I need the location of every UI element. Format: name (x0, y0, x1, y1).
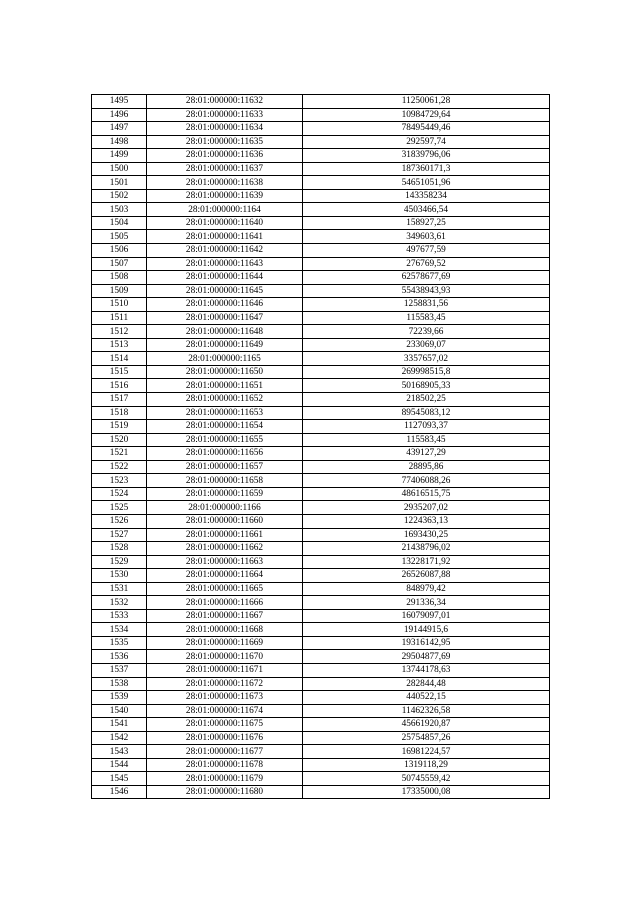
cadastral-value-cell: 17335000,08 (303, 785, 550, 799)
cadastral-number-cell: 28:01:000000:11662 (147, 542, 303, 556)
cadastral-value-cell: 1258831,56 (303, 298, 550, 312)
table-row (92, 528, 550, 542)
row-number-cell: 1545 (92, 772, 147, 786)
table-row (92, 284, 550, 298)
table-row (92, 569, 550, 583)
table-row (92, 149, 550, 163)
cadastral-value-cell: 31839796,06 (303, 149, 550, 163)
row-number-cell: 1519 (92, 420, 147, 434)
row-number-cell: 1517 (92, 393, 147, 407)
cadastral-number-cell: 28:01:000000:11676 (147, 731, 303, 745)
cadastral-value-cell: 1319118,29 (303, 758, 550, 772)
row-number-cell: 1511 (92, 311, 147, 325)
cadastral-number-cell: 28:01:000000:1164 (147, 203, 303, 217)
cadastral-value-cell: 1127093,37 (303, 420, 550, 434)
table-row (92, 325, 550, 339)
row-number-cell: 1539 (92, 691, 147, 705)
table-row (92, 623, 550, 637)
table-row (92, 162, 550, 176)
table-row (92, 420, 550, 434)
table-row (92, 244, 550, 258)
table-row (92, 108, 550, 122)
cadastral-number-cell: 28:01:000000:11670 (147, 650, 303, 664)
table-row (92, 745, 550, 759)
cadastral-value-cell: 497677,59 (303, 244, 550, 258)
cadastral-number-cell: 28:01:000000:11632 (147, 95, 303, 109)
table-row (92, 122, 550, 136)
row-number-cell: 1542 (92, 731, 147, 745)
cadastral-value-cell: 29504877,69 (303, 650, 550, 664)
cadastral-value-cell: 13744178,63 (303, 663, 550, 677)
cadastral-number-cell: 28:01:000000:11634 (147, 122, 303, 136)
row-number-cell: 1528 (92, 542, 147, 556)
cadastral-value-cell: 233069,07 (303, 338, 550, 352)
row-number-cell: 1536 (92, 650, 147, 664)
table-row (92, 406, 550, 420)
table-row (92, 298, 550, 312)
cadastral-number-cell: 28:01:000000:11672 (147, 677, 303, 691)
table-row (92, 257, 550, 271)
row-number-cell: 1498 (92, 135, 147, 149)
row-number-cell: 1522 (92, 460, 147, 474)
cadastral-number-cell: 28:01:000000:11654 (147, 420, 303, 434)
cadastral-number-cell: 28:01:000000:11643 (147, 257, 303, 271)
row-number-cell: 1499 (92, 149, 147, 163)
table-row (92, 352, 550, 366)
cadastral-value-cell: 89545083,12 (303, 406, 550, 420)
row-number-cell: 1520 (92, 433, 147, 447)
cadastral-number-cell: 28:01:000000:11668 (147, 623, 303, 637)
cadastral-value-cell: 440522,15 (303, 691, 550, 705)
table-row (92, 203, 550, 217)
cadastral-number-cell: 28:01:000000:11656 (147, 447, 303, 461)
row-number-cell: 1507 (92, 257, 147, 271)
cadastral-value-cell: 78495449,46 (303, 122, 550, 136)
cadastral-value-cell: 143358234 (303, 189, 550, 203)
row-number-cell: 1532 (92, 596, 147, 610)
cadastral-number-cell: 28:01:000000:11660 (147, 514, 303, 528)
row-number-cell: 1514 (92, 352, 147, 366)
table-row (92, 365, 550, 379)
table-row (92, 176, 550, 190)
cadastral-number-cell: 28:01:000000:11649 (147, 338, 303, 352)
cadastral-number-cell: 28:01:000000:11644 (147, 271, 303, 285)
cadastral-value-cell: 291336,34 (303, 596, 550, 610)
row-number-cell: 1537 (92, 663, 147, 677)
cadastral-value-cell: 282844,48 (303, 677, 550, 691)
cadastral-number-cell: 28:01:000000:11646 (147, 298, 303, 312)
table-row (92, 338, 550, 352)
cadastral-value-cell: 13228171,92 (303, 555, 550, 569)
cadastral-number-cell: 28:01:000000:11677 (147, 745, 303, 759)
table-body (92, 95, 550, 799)
cadastral-value-cell: 25754857,26 (303, 731, 550, 745)
row-number-cell: 1512 (92, 325, 147, 339)
cadastral-number-cell: 28:01:000000:11645 (147, 284, 303, 298)
row-number-cell: 1538 (92, 677, 147, 691)
cadastral-value-cell: 115583,45 (303, 311, 550, 325)
table-row (92, 379, 550, 393)
table-row (92, 474, 550, 488)
row-number-cell: 1530 (92, 569, 147, 583)
cadastral-number-cell: 28:01:000000:11651 (147, 379, 303, 393)
cadastral-value-cell: 62578677,69 (303, 271, 550, 285)
cadastral-value-cell: 11250061,28 (303, 95, 550, 109)
row-number-cell: 1502 (92, 189, 147, 203)
cadastral-number-cell: 28:01:000000:11652 (147, 393, 303, 407)
row-number-cell: 1500 (92, 162, 147, 176)
cadastral-number-cell: 28:01:000000:11639 (147, 189, 303, 203)
table-row (92, 95, 550, 109)
table-row (92, 501, 550, 515)
row-number-cell: 1533 (92, 609, 147, 623)
table-row (92, 650, 550, 664)
cadastral-number-cell: 28:01:000000:11679 (147, 772, 303, 786)
table-row (92, 663, 550, 677)
cadastral-number-cell: 28:01:000000:11669 (147, 636, 303, 650)
row-number-cell: 1521 (92, 447, 147, 461)
cadastral-number-cell: 28:01:000000:11671 (147, 663, 303, 677)
cadastral-value-cell: 21438796,02 (303, 542, 550, 556)
cadastral-number-cell: 28:01:000000:11674 (147, 704, 303, 718)
cadastral-value-cell: 158927,25 (303, 216, 550, 230)
row-number-cell: 1524 (92, 487, 147, 501)
cadastral-number-cell: 28:01:000000:11650 (147, 365, 303, 379)
cadastral-value-cell: 16981224,57 (303, 745, 550, 759)
row-number-cell: 1501 (92, 176, 147, 190)
cadastral-value-cell: 16079097,01 (303, 609, 550, 623)
cadastral-value-cell: 50745559,42 (303, 772, 550, 786)
cadastral-number-cell: 28:01:000000:11642 (147, 244, 303, 258)
row-number-cell: 1506 (92, 244, 147, 258)
cadastral-number-cell: 28:01:000000:1165 (147, 352, 303, 366)
cadastral-number-cell: 28:01:000000:11678 (147, 758, 303, 772)
row-number-cell: 1540 (92, 704, 147, 718)
cadastral-value-cell: 115583,45 (303, 433, 550, 447)
cadastral-number-cell: 28:01:000000:11641 (147, 230, 303, 244)
cadastral-number-cell: 28:01:000000:11648 (147, 325, 303, 339)
cadastral-value-cell: 292597,74 (303, 135, 550, 149)
cadastral-number-cell: 28:01:000000:11635 (147, 135, 303, 149)
cadastral-value-cell: 848979,42 (303, 582, 550, 596)
cadastral-value-cell: 218502,25 (303, 393, 550, 407)
table-row (92, 189, 550, 203)
row-number-cell: 1544 (92, 758, 147, 772)
table-row (92, 135, 550, 149)
table-row (92, 487, 550, 501)
cadastral-value-cell: 19316142,95 (303, 636, 550, 650)
row-number-cell: 1546 (92, 785, 147, 799)
table-row (92, 731, 550, 745)
cadastral-number-cell: 28:01:000000:11673 (147, 691, 303, 705)
cadastral-value-cell: 45661920,87 (303, 718, 550, 732)
row-number-cell: 1543 (92, 745, 147, 759)
cadastral-value-cell: 19144915,6 (303, 623, 550, 637)
table-row (92, 772, 550, 786)
row-number-cell: 1529 (92, 555, 147, 569)
cadastral-value-cell: 28895,86 (303, 460, 550, 474)
row-number-cell: 1510 (92, 298, 147, 312)
cadastral-value-cell: 4503466,54 (303, 203, 550, 217)
row-number-cell: 1525 (92, 501, 147, 515)
cadastral-value-cell: 54651051,96 (303, 176, 550, 190)
table-row (92, 609, 550, 623)
table-row (92, 596, 550, 610)
cadastral-number-cell: 28:01:000000:11667 (147, 609, 303, 623)
table-row (92, 704, 550, 718)
table-row (92, 433, 550, 447)
cadastral-number-cell: 28:01:000000:11647 (147, 311, 303, 325)
table-row (92, 785, 550, 799)
cadastral-value-cell: 439127,29 (303, 447, 550, 461)
row-number-cell: 1504 (92, 216, 147, 230)
cadastral-value-cell: 77406088,26 (303, 474, 550, 488)
table-row (92, 216, 550, 230)
cadastral-number-cell: 28:01:000000:1166 (147, 501, 303, 515)
cadastral-value-cell: 2935207,02 (303, 501, 550, 515)
row-number-cell: 1526 (92, 514, 147, 528)
cadastral-number-cell: 28:01:000000:11675 (147, 718, 303, 732)
cadastral-number-cell: 28:01:000000:11637 (147, 162, 303, 176)
row-number-cell: 1534 (92, 623, 147, 637)
row-number-cell: 1523 (92, 474, 147, 488)
table-row (92, 758, 550, 772)
table-row (92, 691, 550, 705)
cadastral-number-cell: 28:01:000000:11657 (147, 460, 303, 474)
cadastral-number-cell: 28:01:000000:11680 (147, 785, 303, 799)
table-row (92, 677, 550, 691)
cadastral-number-cell: 28:01:000000:11638 (147, 176, 303, 190)
table-row (92, 460, 550, 474)
cadastral-number-cell: 28:01:000000:11658 (147, 474, 303, 488)
cadastral-value-cell: 26526087,88 (303, 569, 550, 583)
cadastral-number-cell: 28:01:000000:11665 (147, 582, 303, 596)
cadastral-value-cell: 50168905,33 (303, 379, 550, 393)
table-row (92, 718, 550, 732)
cadastral-value-cell: 48616515,75 (303, 487, 550, 501)
table-row (92, 447, 550, 461)
cadastral-value-cell: 1224363,13 (303, 514, 550, 528)
cadastral-value-cell: 3357657,02 (303, 352, 550, 366)
cadastral-number-cell: 28:01:000000:11653 (147, 406, 303, 420)
cadastral-value-cell: 1693430,25 (303, 528, 550, 542)
row-number-cell: 1527 (92, 528, 147, 542)
cadastral-number-cell: 28:01:000000:11633 (147, 108, 303, 122)
cadastral-value-cell: 72239,66 (303, 325, 550, 339)
cadastral-value-cell: 55438943,93 (303, 284, 550, 298)
row-number-cell: 1515 (92, 365, 147, 379)
row-number-cell: 1531 (92, 582, 147, 596)
row-number-cell: 1516 (92, 379, 147, 393)
table-row (92, 230, 550, 244)
row-number-cell: 1535 (92, 636, 147, 650)
row-number-cell: 1495 (92, 95, 147, 109)
row-number-cell: 1541 (92, 718, 147, 732)
table-row (92, 271, 550, 285)
table-row (92, 542, 550, 556)
cadastral-number-cell: 28:01:000000:11661 (147, 528, 303, 542)
cadastral-value-cell: 11462326,58 (303, 704, 550, 718)
cadastral-number-cell: 28:01:000000:11659 (147, 487, 303, 501)
row-number-cell: 1508 (92, 271, 147, 285)
row-number-cell: 1496 (92, 108, 147, 122)
row-number-cell: 1513 (92, 338, 147, 352)
cadastral-value-cell: 276769,52 (303, 257, 550, 271)
row-number-cell: 1497 (92, 122, 147, 136)
cadastral-number-cell: 28:01:000000:11663 (147, 555, 303, 569)
table-row (92, 636, 550, 650)
row-number-cell: 1505 (92, 230, 147, 244)
table-row (92, 555, 550, 569)
cadastral-number-cell: 28:01:000000:11655 (147, 433, 303, 447)
row-number-cell: 1503 (92, 203, 147, 217)
table-row (92, 514, 550, 528)
cadastral-value-cell: 187360171,3 (303, 162, 550, 176)
row-number-cell: 1518 (92, 406, 147, 420)
cadastral-value-cell: 349603,61 (303, 230, 550, 244)
cadastral-number-cell: 28:01:000000:11666 (147, 596, 303, 610)
table-row (92, 311, 550, 325)
row-number-cell: 1509 (92, 284, 147, 298)
cadastral-value-cell: 269998515,8 (303, 365, 550, 379)
cadastral-value-cell: 10984729,64 (303, 108, 550, 122)
table-row (92, 393, 550, 407)
cadastral-number-cell: 28:01:000000:11664 (147, 569, 303, 583)
cadastral-number-cell: 28:01:000000:11636 (147, 149, 303, 163)
cadastral-value-table (91, 94, 550, 799)
table-row (92, 582, 550, 596)
cadastral-number-cell: 28:01:000000:11640 (147, 216, 303, 230)
